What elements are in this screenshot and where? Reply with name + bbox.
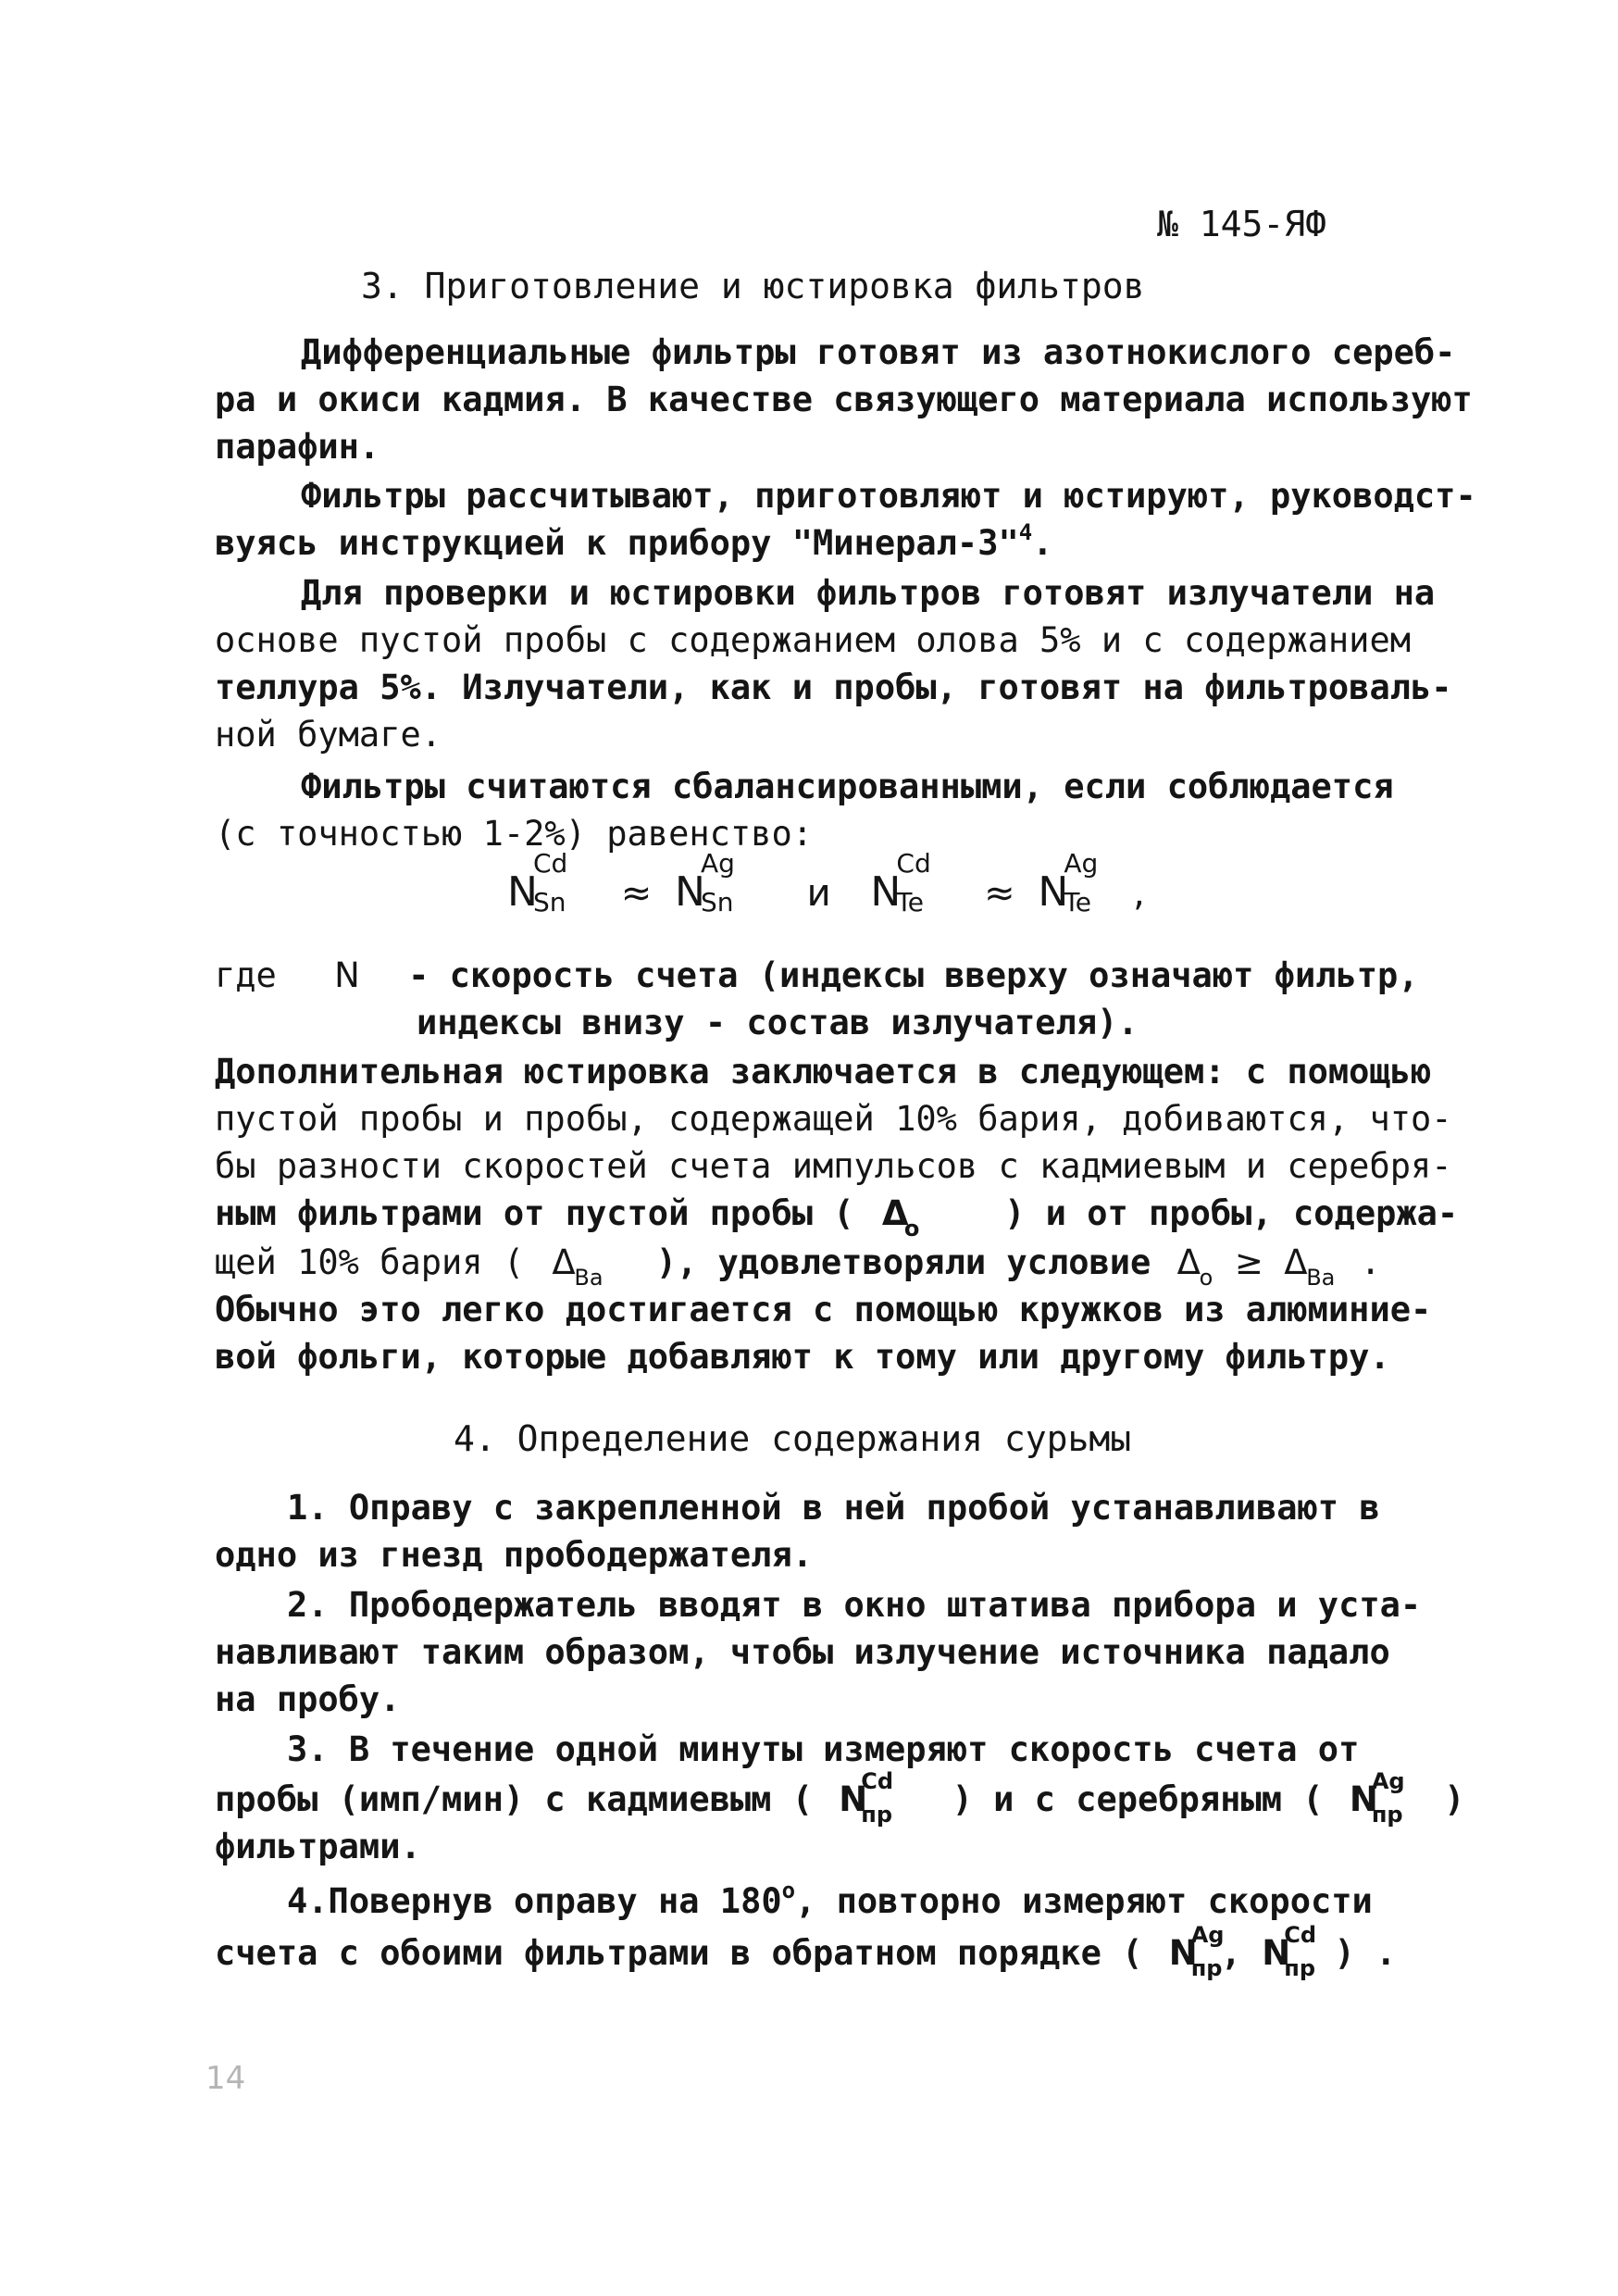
and-word: и [806,872,831,915]
where-line: индексы внизу - состав излучателя). [417,1003,1139,1042]
item-line: 3. В течение одной минуты измеряют скорость счета от [287,1729,1360,1769]
delta-zero: Δ o [881,1193,920,1242]
paragraph-line: ной бумаге. [215,715,442,755]
delta-ba: Δ Ba [552,1242,604,1291]
item-text: , повторно измеряют скорости [795,1881,1373,1921]
balance-formula [507,848,1145,917]
paragraph-text: . [1032,523,1053,563]
n-ag-sn: N Ag Sn [674,848,735,917]
paragraph-text: ), удовлетворяли условие [655,1242,1151,1282]
item-text: ) и с серебряным ( [952,1779,1324,1819]
paragraph-text: вуясь инструкцией к прибору "Минерал-3" [215,523,1019,563]
footnote-mark: 4 [1018,519,1033,545]
item-line [215,1922,1397,1981]
item-text: пробы (имп/мин) с кадмиевым ( [215,1779,814,1819]
paragraph-line: пустой пробы и пробы, содержащей 10% бария, добиваются, что- [215,1099,1452,1139]
approx-sign: ≈ [620,872,653,915]
section-3-title: 3. Приготовление и юстировка фильтров [361,266,1145,306]
item-text: 4.Повернув оправу на 180 [287,1881,782,1921]
section-4-title: 4. Определение содержания сурьмы [454,1418,1132,1459]
page-number: 14 [205,2060,246,2097]
paragraph-line: Дополнительная юстировка заключается в следующем: с помощью [215,1052,1432,1092]
geq-sign: ≥ [1234,1242,1263,1282]
item-text: ) . [1334,1933,1397,1973]
formula-comma: , [1133,872,1145,915]
n-ag-pr: N Ag пр [1349,1768,1405,1828]
n-cd-pr: N Cd пр [1262,1922,1317,1981]
degree-mark: o [781,1878,796,1903]
paragraph-text: щей 10% бария ( [215,1242,525,1282]
delta-zero: Δ o [1176,1242,1214,1291]
delta-ba: Δ Ba [1284,1242,1336,1291]
n-ag-pr: N Ag пр [1168,1922,1225,1981]
paragraph-line [215,1192,1459,1242]
doc-number: № 145-ЯФ [1157,204,1327,244]
paragraph-line [215,521,1053,569]
item-line: 2. Прободержатель вводят в окно штатива прибора и уста- [287,1585,1422,1625]
paragraph-line: Обычно это легко достигается с помощью кружков из алюминие- [215,1290,1432,1329]
item-text: счета с обоими фильтрами в обратном порядке ( [215,1933,1143,1973]
paragraph-line: ра и окиси кадмия. В качестве связующего материала используют [215,380,1473,419]
paragraph-line [215,1241,1381,1291]
paragraph-line: Для проверки и юстировки фильтров готовят излучатели на [301,573,1436,613]
n-ag-te: N Ag Te [1038,848,1099,917]
paragraph-text: ) и от пробы, содержа- [1004,1193,1459,1233]
item-line [215,1768,1465,1828]
item-line: навливают таким образом, чтобы излучение источника падало [215,1632,1390,1672]
where-text: - скорость счета (индексы вверху означают фильтр, [408,955,1419,995]
where-word: где [215,955,277,995]
n-cd-sn: N Cd Sn [507,848,568,917]
item-text: , [1220,1933,1241,1973]
n-cd-pr: N Cd пр [839,1768,894,1828]
paragraph-line: Фильтры рассчитывают, приготовляют и юстируют, руководст- [301,476,1476,516]
n-cd-te: N Cd Te [870,848,931,917]
item-line: на пробу. [215,1679,401,1719]
where-line [215,954,1419,998]
paragraph-line: Дифференциальные фильтры готовят из азотнокислого сереб- [301,332,1456,372]
item-line: 1. Оправу с закрепленной в ней пробой устанавливают в [287,1488,1380,1528]
paragraph-line: (с точностью 1-2%) равенство: [215,814,814,854]
paragraph-line: вой фольги, которые добавляют к тому или другому фильтру. [215,1337,1390,1377]
paragraph-line: Фильтры считаются сбалансированными, если соблюдается [301,767,1394,806]
item-text: ) [1444,1779,1465,1819]
paragraph-text: ным фильтрами от пустой пробы ( [215,1193,854,1233]
paragraph-line: парафин. [215,427,380,467]
paragraph-line: бы разности скоростей счета импульсов с кадмиевым и серебря- [215,1146,1452,1186]
paragraph-text: . [1360,1242,1381,1282]
approx-sign: ≈ [984,872,1015,915]
paragraph-line: основе пустой пробы с содержанием олова 5% и с содержанием [215,620,1412,660]
n-symbol: N [334,955,360,995]
item-line: фильтрами. [215,1827,421,1866]
item-line: одно из гнезд прободержателя. [215,1535,814,1575]
paragraph-line: теллура 5%. Излучатели, как и пробы, готовят на фильтроваль- [215,668,1452,707]
